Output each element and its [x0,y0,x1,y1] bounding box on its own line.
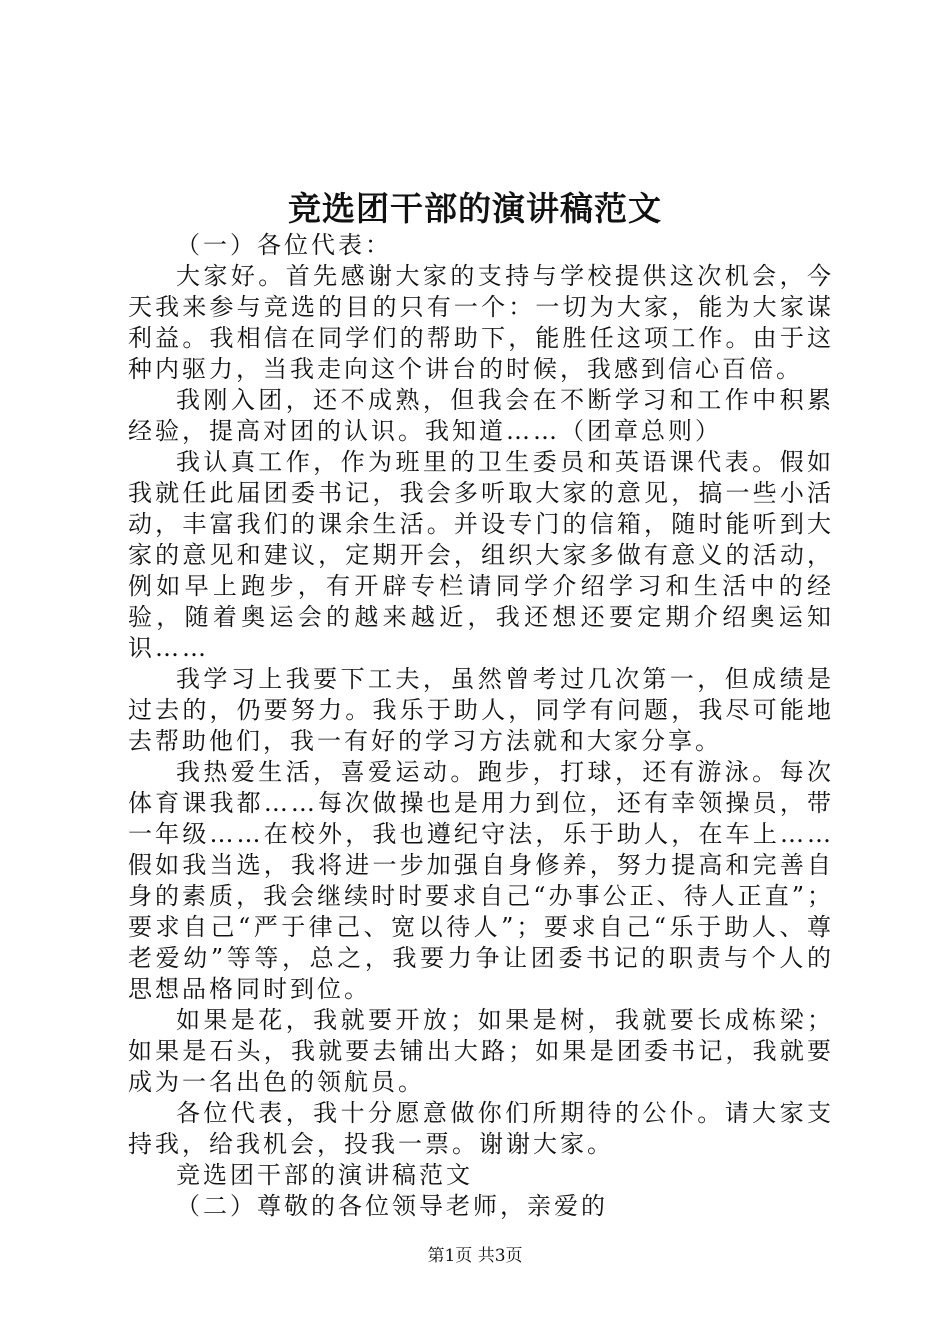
page-footer: 第1页 共3页 [427,1246,523,1266]
paragraph-work: 我认真工作，作为班里的卫生委员和英语课代表。假如我就任此届团委书记，我会多听取大家的意见，搞一些小活动，丰富我们的课余生活。并设专门的信箱，随时能听到大家的意见和建议，定期开会，组织大家多做有意义的活动，例如早上跑步，有开辟专栏请同学介绍学习和生活中的经验，随着奥运会的越来越近，我还想还要定期介绍奥运知识…… [128,448,834,662]
paragraph-greeting: 大家好。首先感谢大家的支持与学校提供这次机会，今天我来参与竞选的目的只有一个：一切为大家，能为大家谋利益。我相信在同学们的帮助下，能胜任这项工作。由于这种内驱力，当我走向这个讲台的时候，我感到信心百倍。 [128,262,834,383]
paragraph-closing: 各位代表，我十分愿意做你们所期待的公仆。请大家支持我，给我机会，投我一票。谢谢大家。 [128,1099,834,1158]
paragraph-study: 我学习上我要下工夫，虽然曾考过几次第一，但成绩是过去的，仍要努力。我乐于助人，同学有问题，我尽可能地去帮助他们，我一有好的学习方法就和大家分享。 [128,665,834,755]
paragraph-second-title: 竞选团干部的演讲稿范文 [176,1161,473,1189]
paragraph-metaphor: 如果是花，我就要开放；如果是树，我就要长成栋梁；如果是石头，我就要去铺出大路；如果是团委书记，我就要成为一名出色的领航员。 [128,1006,834,1096]
paragraph-joining: 我刚入团，还不成熟，但我会在不断学习和工作中积累经验，提高对团的认识。我知道……（团章总则） [128,386,834,445]
paragraph-second-salutation: （二）尊敬的各位领导老师，亲爱的 [176,1192,608,1220]
paragraph-salutation: （一）各位代表： [176,231,392,259]
document-body [128,230,834,1222]
paragraph-life: 我热爱生活，喜爱运动。跑步，打球，还有游泳。每次体育课我都……每次做操也是用力到位，还有幸领操员，带一年级……在校外，我也遵纪守法，乐于助人，在车上……假如我当选，我将进一步加强自身修养，努力提高和完善自身的素质，我会继续时时要求自己“办事公正、待人正直”；要求自己“严于律己、宽以待人”；要求自己“乐于助人、尊老爱幼”等等，总之，我要力争让团委书记的职责与个人的思想品格同时到位。 [128,758,834,1003]
document-title: 竞选团干部的演讲稿范文 [288,189,662,228]
